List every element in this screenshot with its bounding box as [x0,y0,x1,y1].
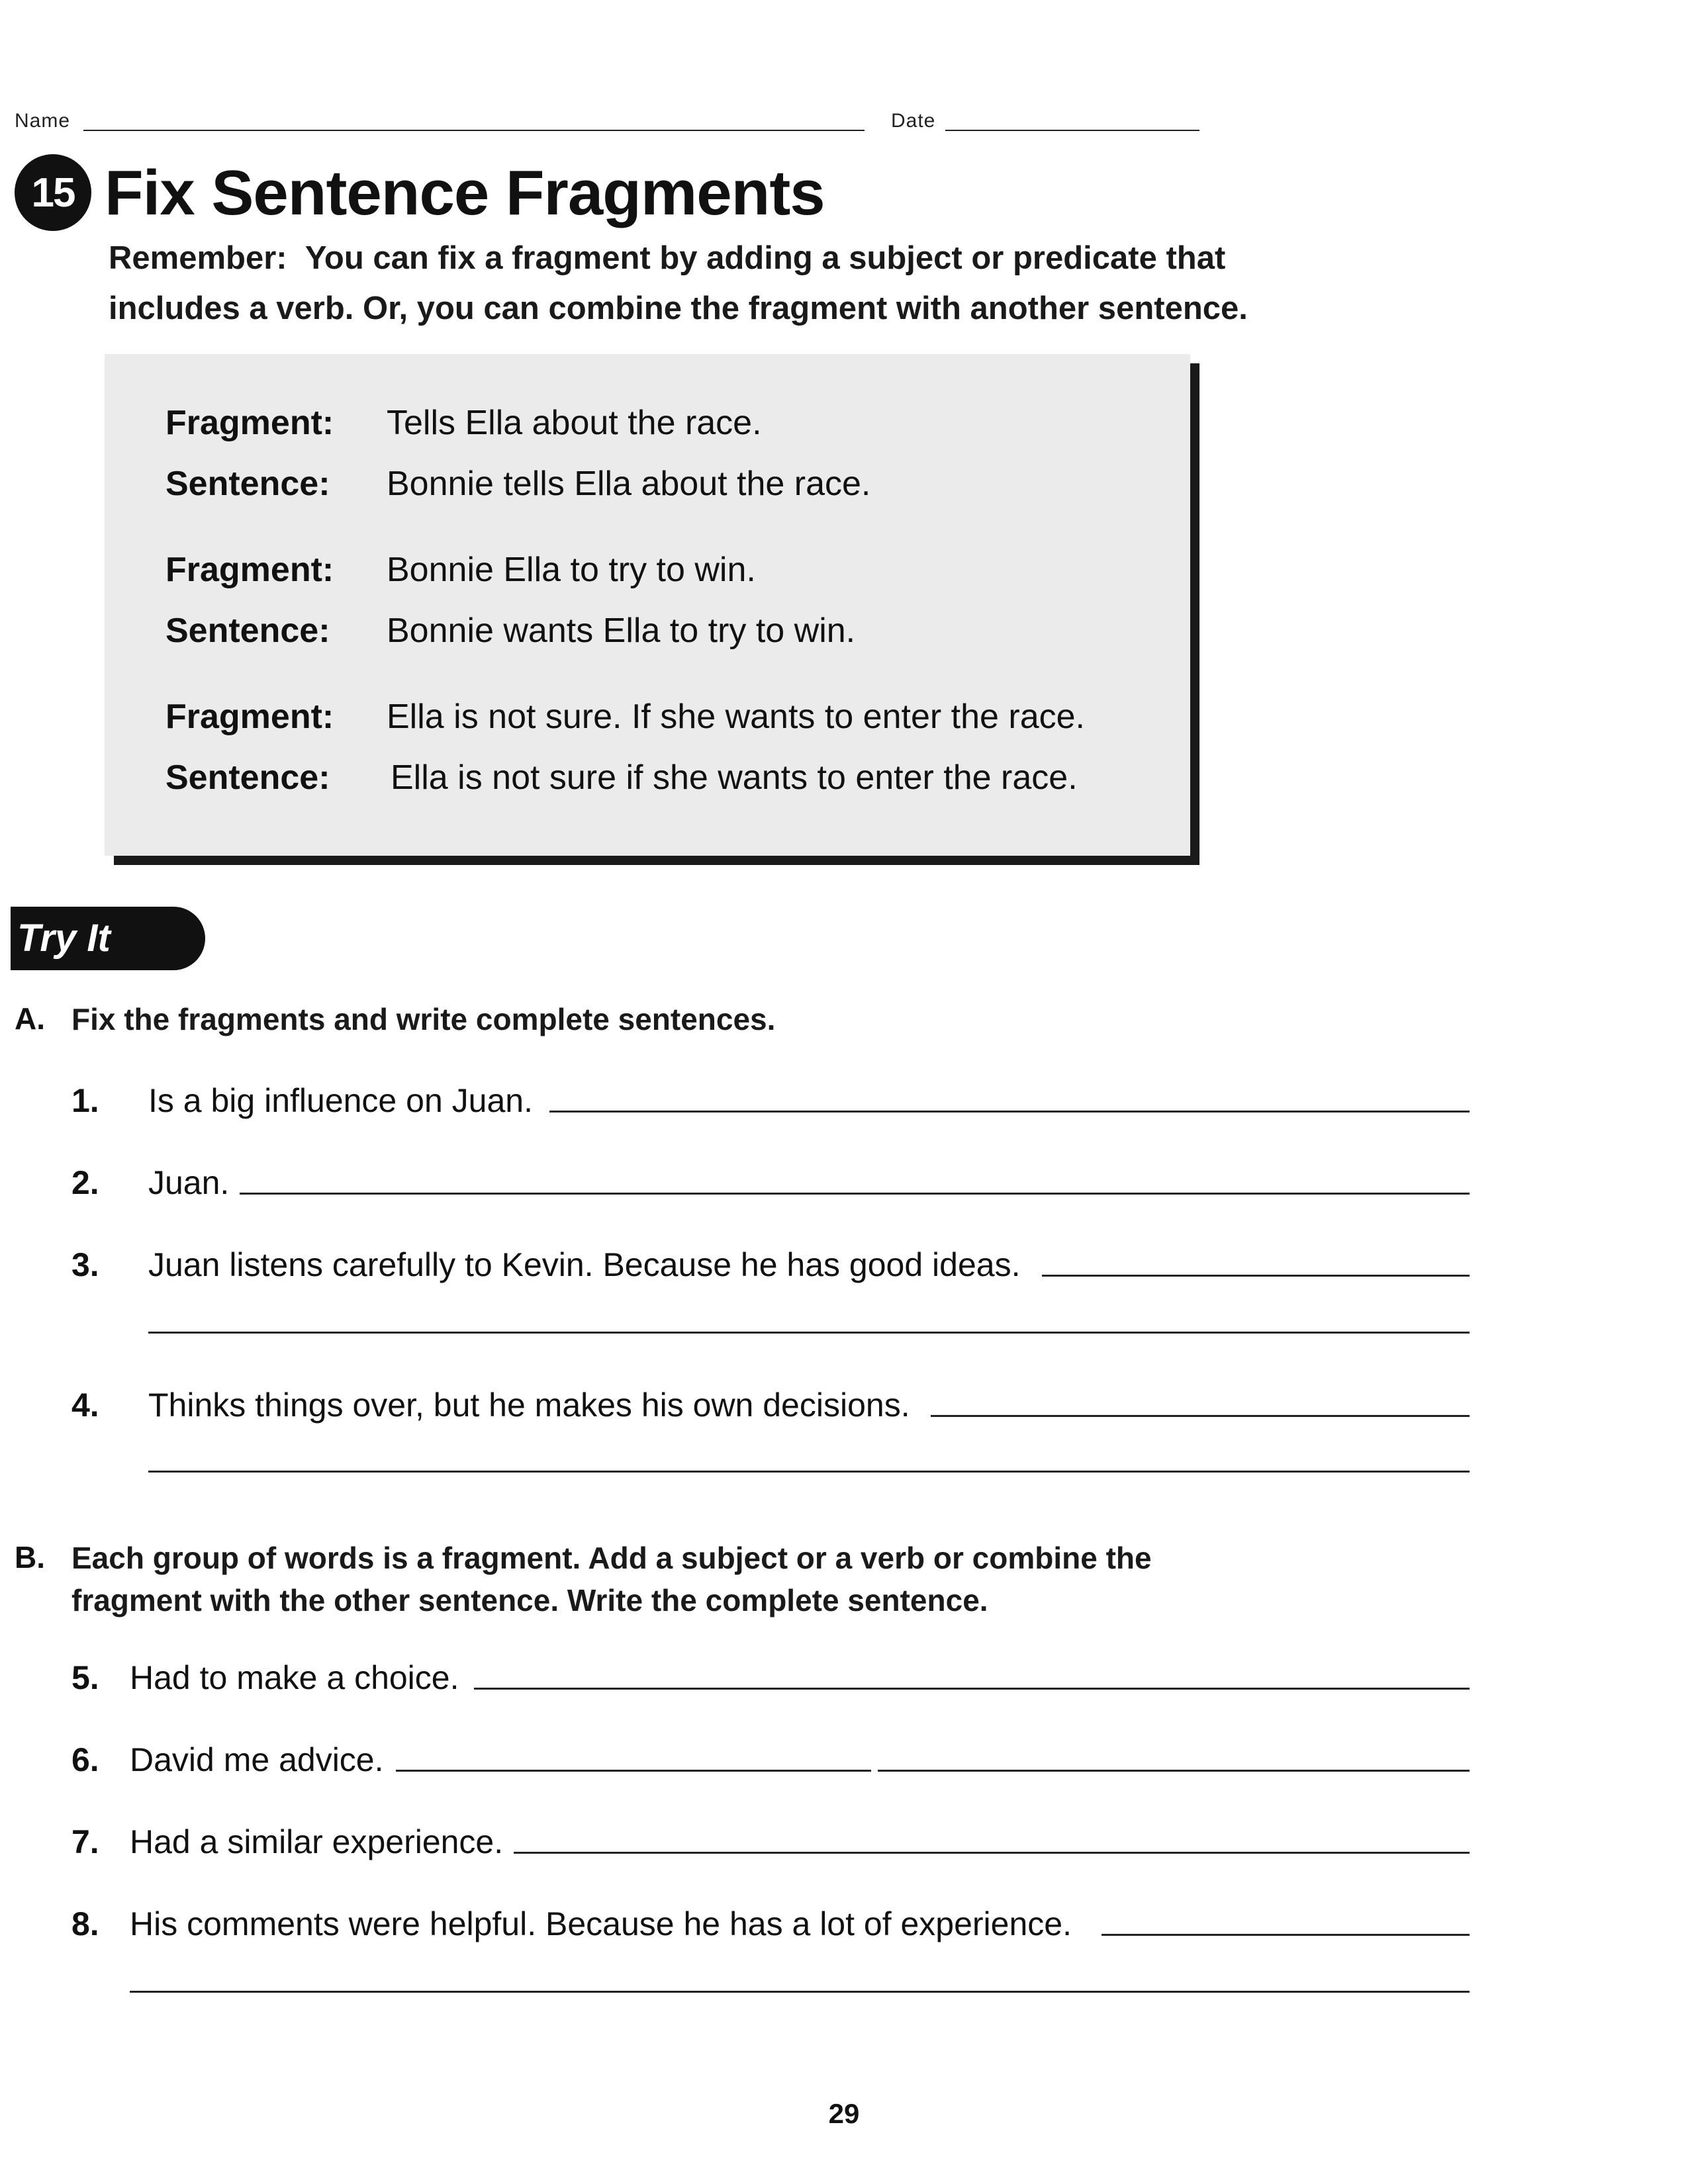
item-prompt: Had to make a choice. [130,1659,459,1696]
answer-line[interactable] [878,1770,1470,1772]
section-b-instruction-line-2: fragment with the other sentence. Write the complete sentence. [71,1583,988,1617]
answer-line[interactable] [1102,1934,1470,1936]
answer-line[interactable] [148,1471,1470,1473]
remember-line-2: includes a verb. Or, you can combine the fragment with another sentence. [109,291,1248,326]
answer-line[interactable] [549,1111,1470,1113]
answer-line[interactable] [148,1332,1470,1334]
sentence-text: Ella is not sure if she wants to enter the race. [391,758,1078,797]
item-number: 1. [71,1082,99,1119]
try-it-tab: Try It [11,907,205,970]
section-a-instruction: Fix the fragments and write complete sentences. [71,1002,776,1036]
fragment-text: Ella is not sure. If she wants to enter the race. [387,698,1085,736]
sentence-text: Bonnie tells Ella about the race. [387,465,871,503]
item-number: 6. [71,1741,99,1778]
lesson-number-badge: 15 [15,154,91,231]
section-b-letter: B. [15,1540,45,1574]
examples-box [105,354,1190,856]
answer-line[interactable] [514,1852,1470,1854]
item-prompt: Juan listens carefully to Kevin. Because he has good ideas. [148,1246,1021,1283]
answer-line[interactable] [474,1688,1470,1690]
sentence-label: Sentence: [165,612,330,650]
name-field[interactable] [83,130,865,131]
fragment-text: Tells Ella about the race. [387,404,762,442]
item-prompt: Had a similar experience. [130,1823,504,1860]
date-field[interactable] [945,130,1199,131]
item-prompt: Is a big influence on Juan. [148,1082,533,1119]
date-label: Date [891,110,936,132]
item-number: 4. [71,1387,99,1424]
answer-line[interactable] [931,1415,1470,1417]
item-number: 3. [71,1246,99,1283]
sentence-label: Sentence: [165,465,330,503]
item-prompt: David me advice. [130,1741,384,1778]
fragment-label: Fragment: [165,404,334,442]
section-a-letter: A. [15,1001,45,1036]
remember-note [109,233,1366,334]
page-title: Fix Sentence Fragments [105,158,825,228]
answer-line[interactable] [1042,1275,1470,1277]
page-number: 29 [828,2098,860,2129]
answer-line[interactable] [240,1193,1470,1195]
name-label: Name [15,110,71,132]
sentence-text: Bonnie wants Ella to try to win. [387,612,856,650]
item-number: 8. [71,1905,99,1942]
section-b-instruction-line-1: Each group of words is a fragment. Add a subject or a verb or combine the [71,1541,1152,1575]
item-number: 2. [71,1164,99,1201]
fragment-label: Fragment: [165,551,334,589]
fragment-label: Fragment: [165,698,334,736]
item-number: 5. [71,1659,99,1696]
item-prompt: His comments were helpful. Because he has a lot of experience. [130,1905,1072,1942]
remember-line-1: You can fix a fragment by adding a subject or predicate that [305,240,1226,276]
fragment-text: Bonnie Ella to try to win. [387,551,756,589]
item-prompt: Juan. [148,1164,230,1201]
item-number: 7. [71,1823,99,1860]
sentence-label: Sentence: [165,758,330,797]
remember-label: Remember: [109,240,287,276]
answer-line[interactable] [396,1770,871,1772]
item-prompt: Thinks things over, but he makes his own decisions. [148,1387,910,1424]
section-b-instruction [71,1537,1152,1621]
answer-line[interactable] [130,1991,1470,1993]
